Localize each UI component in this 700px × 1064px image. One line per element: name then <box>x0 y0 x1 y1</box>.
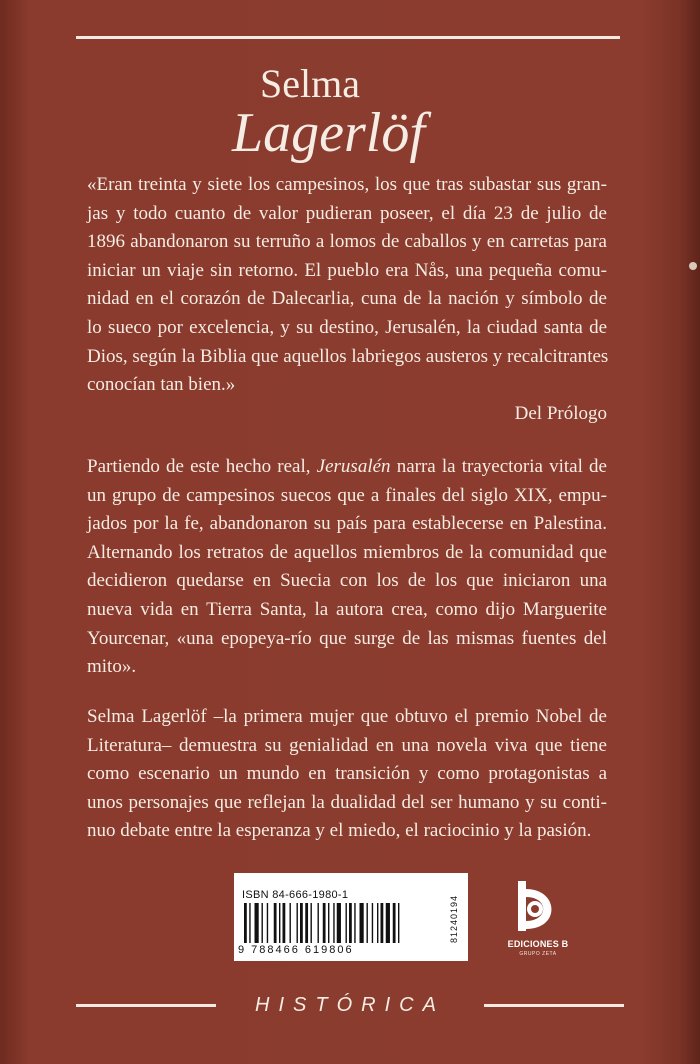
quote-attribution: Del Prólogo <box>514 403 607 424</box>
quote-line: nidad en el corazón de Dalecarlia, cuna de la nación y símbolo de <box>87 288 607 310</box>
bio-line: nuo debate entre la esperanza y el miedo, el raciocinio y la pasión. <box>87 820 592 842</box>
synopsis-line: jados por la fe, abandonaron su país para establecerse en Palestina. <box>87 513 607 535</box>
quote-line: conocían tan bien.» <box>87 374 236 396</box>
barcode <box>242 903 450 943</box>
author-bio-paragraph <box>87 703 607 846</box>
isbn-barcode-box <box>234 873 468 961</box>
bottom-rule-right <box>484 1004 624 1007</box>
series-name: HISTÓRICA <box>255 994 445 1016</box>
publisher-logo <box>503 879 573 961</box>
quote-line: jas y todo cuanto de valor pudieran poseer, el día 23 de julio de <box>87 202 607 224</box>
quote-line: 1896 abandonaron su terruño a lomos de caballos y en carretas para <box>87 231 607 253</box>
book-title: Jerusalén <box>316 456 391 477</box>
publisher-group: GRUPO ZETA <box>519 951 557 957</box>
synopsis-line: mito». <box>87 656 137 678</box>
bio-line: unos personajes que reflejan la dualidad del ser humano y su conti- <box>87 791 607 813</box>
author-last-name: Lagerlöf <box>232 102 425 164</box>
quote-line: «Eran treinta y siete los campesinos, los que tras subastar sus gran- <box>87 174 607 195</box>
synopsis-line: Yourcenar, «una epopeya-río que surge de las mismas fuentes del <box>87 627 607 649</box>
synopsis-text: Partiendo de este hecho real, <box>87 456 317 477</box>
cover-hole <box>689 262 697 270</box>
synopsis-line <box>87 453 607 482</box>
quote-line: iniciar un viaje sin retorno. El pueblo era Nås, una pequeña comu- <box>87 259 607 281</box>
synopsis-line: un grupo de campesinos suecos que a finales del siglo XIX, empu- <box>87 484 607 506</box>
ediciones-b-icon <box>503 879 573 939</box>
side-code: 81240194 <box>449 894 459 943</box>
synopsis-line: Alternando los retratos de aquellos miembros de la comunidad que <box>87 541 607 563</box>
bio-line: como escenario un mundo en transición y como protagonistas a <box>87 763 607 785</box>
publisher-name: EDICIONES B <box>507 939 569 949</box>
synopsis-text: narra la trayectoria vital de <box>390 456 607 477</box>
isbn-label: ISBN 84-666-1980-1 <box>242 889 349 901</box>
bio-line: Literatura– demuestra su genialidad en una novela viva que tiene <box>87 734 607 756</box>
synopsis-line: nueva vida en Tierra Santa, la autora crea, como dijo Marguerite <box>87 598 607 620</box>
bottom-rule-left <box>76 1004 216 1007</box>
bio-line: Selma Lagerlöf –la primera mujer que obtuvo el premio Nobel de <box>87 706 607 727</box>
isbn-digits: 9 788466 619806 <box>238 944 354 956</box>
top-rule <box>76 36 620 39</box>
synopsis-line: decidieron quedarse en Suecia con los de los que iniciaron una <box>87 570 607 592</box>
synopsis-paragraph <box>87 453 607 682</box>
quote-line: Dios, según la Biblia que aquellos labriegos austeros y recalcitrantes <box>87 345 609 367</box>
author-first-name: Selma <box>260 61 360 106</box>
quote-line: lo sueco por excelencia, y su destino, Jerusalén, la ciudad santa de <box>87 316 607 338</box>
prologue-quote <box>87 171 607 400</box>
